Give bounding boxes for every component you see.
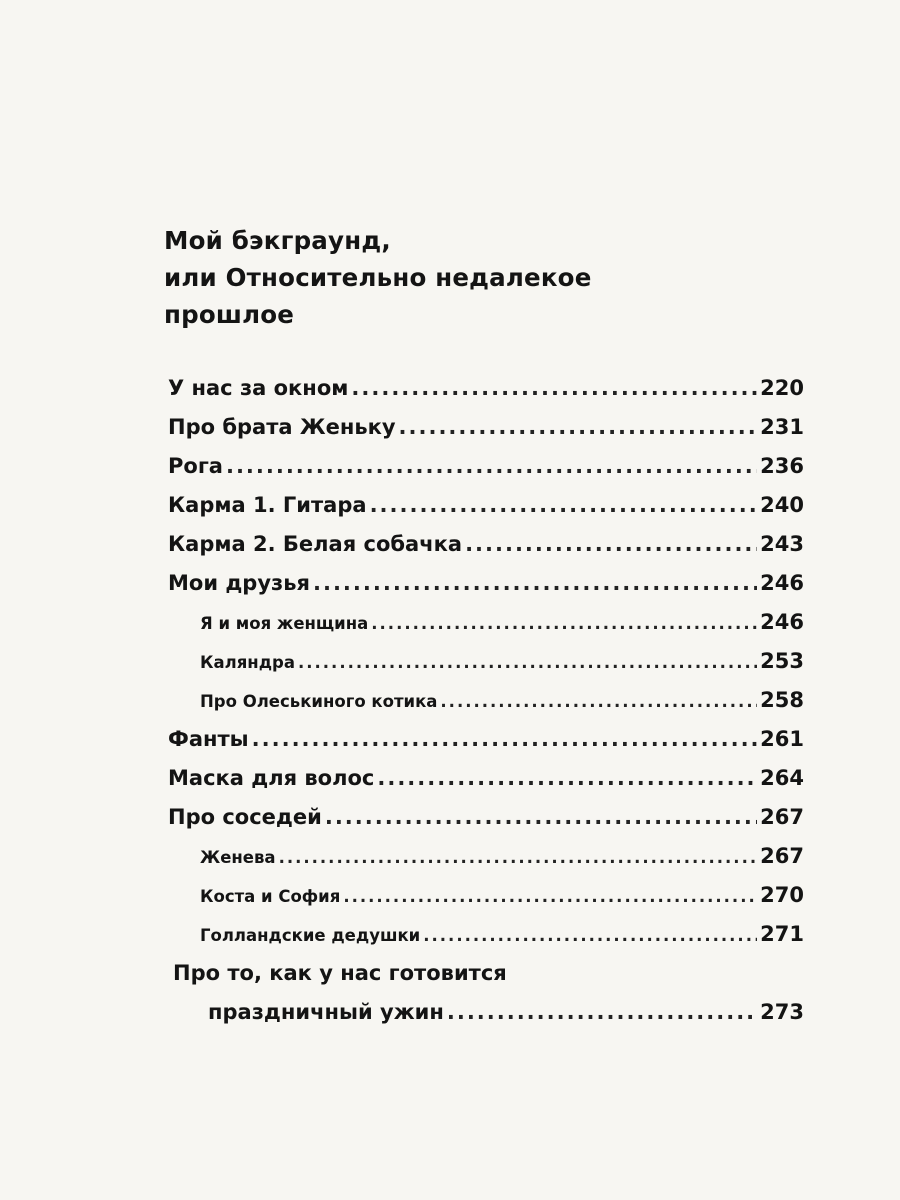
toc-entry-title: Маска для волос: [168, 766, 375, 790]
dot-leader: [343, 887, 757, 906]
dot-leader: [440, 692, 757, 711]
toc-entry-page: 253: [760, 649, 804, 673]
toc-entry-title: Мои друзья: [168, 571, 310, 595]
toc-entry-title: Карма 2. Белая собачка: [168, 532, 463, 556]
dot-leader: [226, 454, 757, 478]
toc-entry[interactable]: [168, 415, 804, 439]
toc-entry-page: 243: [760, 532, 804, 556]
toc-entry-title-line-1[interactable]: Про то, как у нас готовится: [173, 961, 507, 985]
toc-subentry[interactable]: [200, 883, 804, 907]
dot-leader: [279, 848, 758, 867]
toc-entry-title: У нас за окном: [168, 376, 349, 400]
section-title-line-2: или Относительно недалекое: [164, 263, 592, 292]
toc-entry-page: 246: [760, 571, 804, 595]
toc-subentry[interactable]: [200, 610, 804, 634]
toc-subentry[interactable]: [200, 922, 804, 946]
dot-leader: [351, 376, 757, 400]
toc-entry-title: Про брата Женьку: [168, 415, 396, 439]
dot-leader: [377, 766, 757, 790]
toc-entry-title: Фанты: [168, 727, 249, 751]
dot-leader: [370, 493, 758, 517]
toc-entry-page: 258: [760, 688, 804, 712]
toc-entry-page: 271: [760, 922, 804, 946]
toc-entry[interactable]: [168, 532, 804, 556]
toc-entry-page: 246: [760, 610, 804, 634]
toc-entry[interactable]: [168, 571, 804, 595]
toc-entry-title: Женева: [200, 848, 276, 867]
toc-entry[interactable]: [168, 493, 804, 517]
toc-entry-page: 261: [760, 727, 804, 751]
section-title-line-3: прошлое: [164, 300, 295, 329]
dot-leader: [423, 926, 757, 945]
toc-entry-page: 264: [760, 766, 804, 790]
toc-entry-title: Коста и София: [200, 887, 341, 906]
toc-subentry[interactable]: [200, 649, 804, 673]
section-title-line-1: Мой бэкграунд,: [164, 226, 391, 255]
toc-entry-title: Рога: [168, 454, 223, 478]
toc-entry[interactable]: [168, 805, 804, 829]
section-title: [164, 222, 764, 333]
dot-leader: [465, 532, 757, 556]
toc-entry-title: Каляндра: [200, 653, 295, 672]
toc-entry[interactable]: [208, 1000, 804, 1024]
toc-entry-title: Голландские дедушки: [200, 926, 421, 945]
dot-leader: [325, 805, 757, 829]
dot-leader: [371, 614, 757, 633]
toc-entry[interactable]: [168, 454, 804, 478]
toc-entry-page: 270: [760, 883, 804, 907]
dot-leader: [313, 571, 757, 595]
toc-entry[interactable]: [168, 376, 804, 400]
toc-entry-title: Про Олеськиного котика: [200, 692, 438, 711]
toc-entry-title: Карма 1. Гитара: [168, 493, 367, 517]
toc-entry-page: 267: [760, 805, 804, 829]
toc-entry-title-line-2: праздничный ужин: [208, 1000, 444, 1024]
dot-leader: [252, 727, 757, 751]
dot-leader: [399, 415, 758, 439]
toc-subentry[interactable]: [200, 844, 804, 868]
toc-entry-page: 236: [760, 454, 804, 478]
dot-leader: [298, 653, 757, 672]
toc-entry-page: 267: [760, 844, 804, 868]
toc-entry[interactable]: [168, 727, 804, 751]
toc-entry[interactable]: [168, 766, 804, 790]
toc-entry-title: Про соседей: [168, 805, 322, 829]
toc-entry-title: Я и моя женщина: [200, 614, 369, 633]
toc-entry-page: 220: [760, 376, 804, 400]
toc-subentry[interactable]: [200, 688, 804, 712]
toc-entry-page: 240: [760, 493, 804, 517]
toc-entry-page: 273: [760, 1000, 804, 1024]
dot-leader: [447, 1000, 757, 1024]
toc-entry-page: 231: [760, 415, 804, 439]
